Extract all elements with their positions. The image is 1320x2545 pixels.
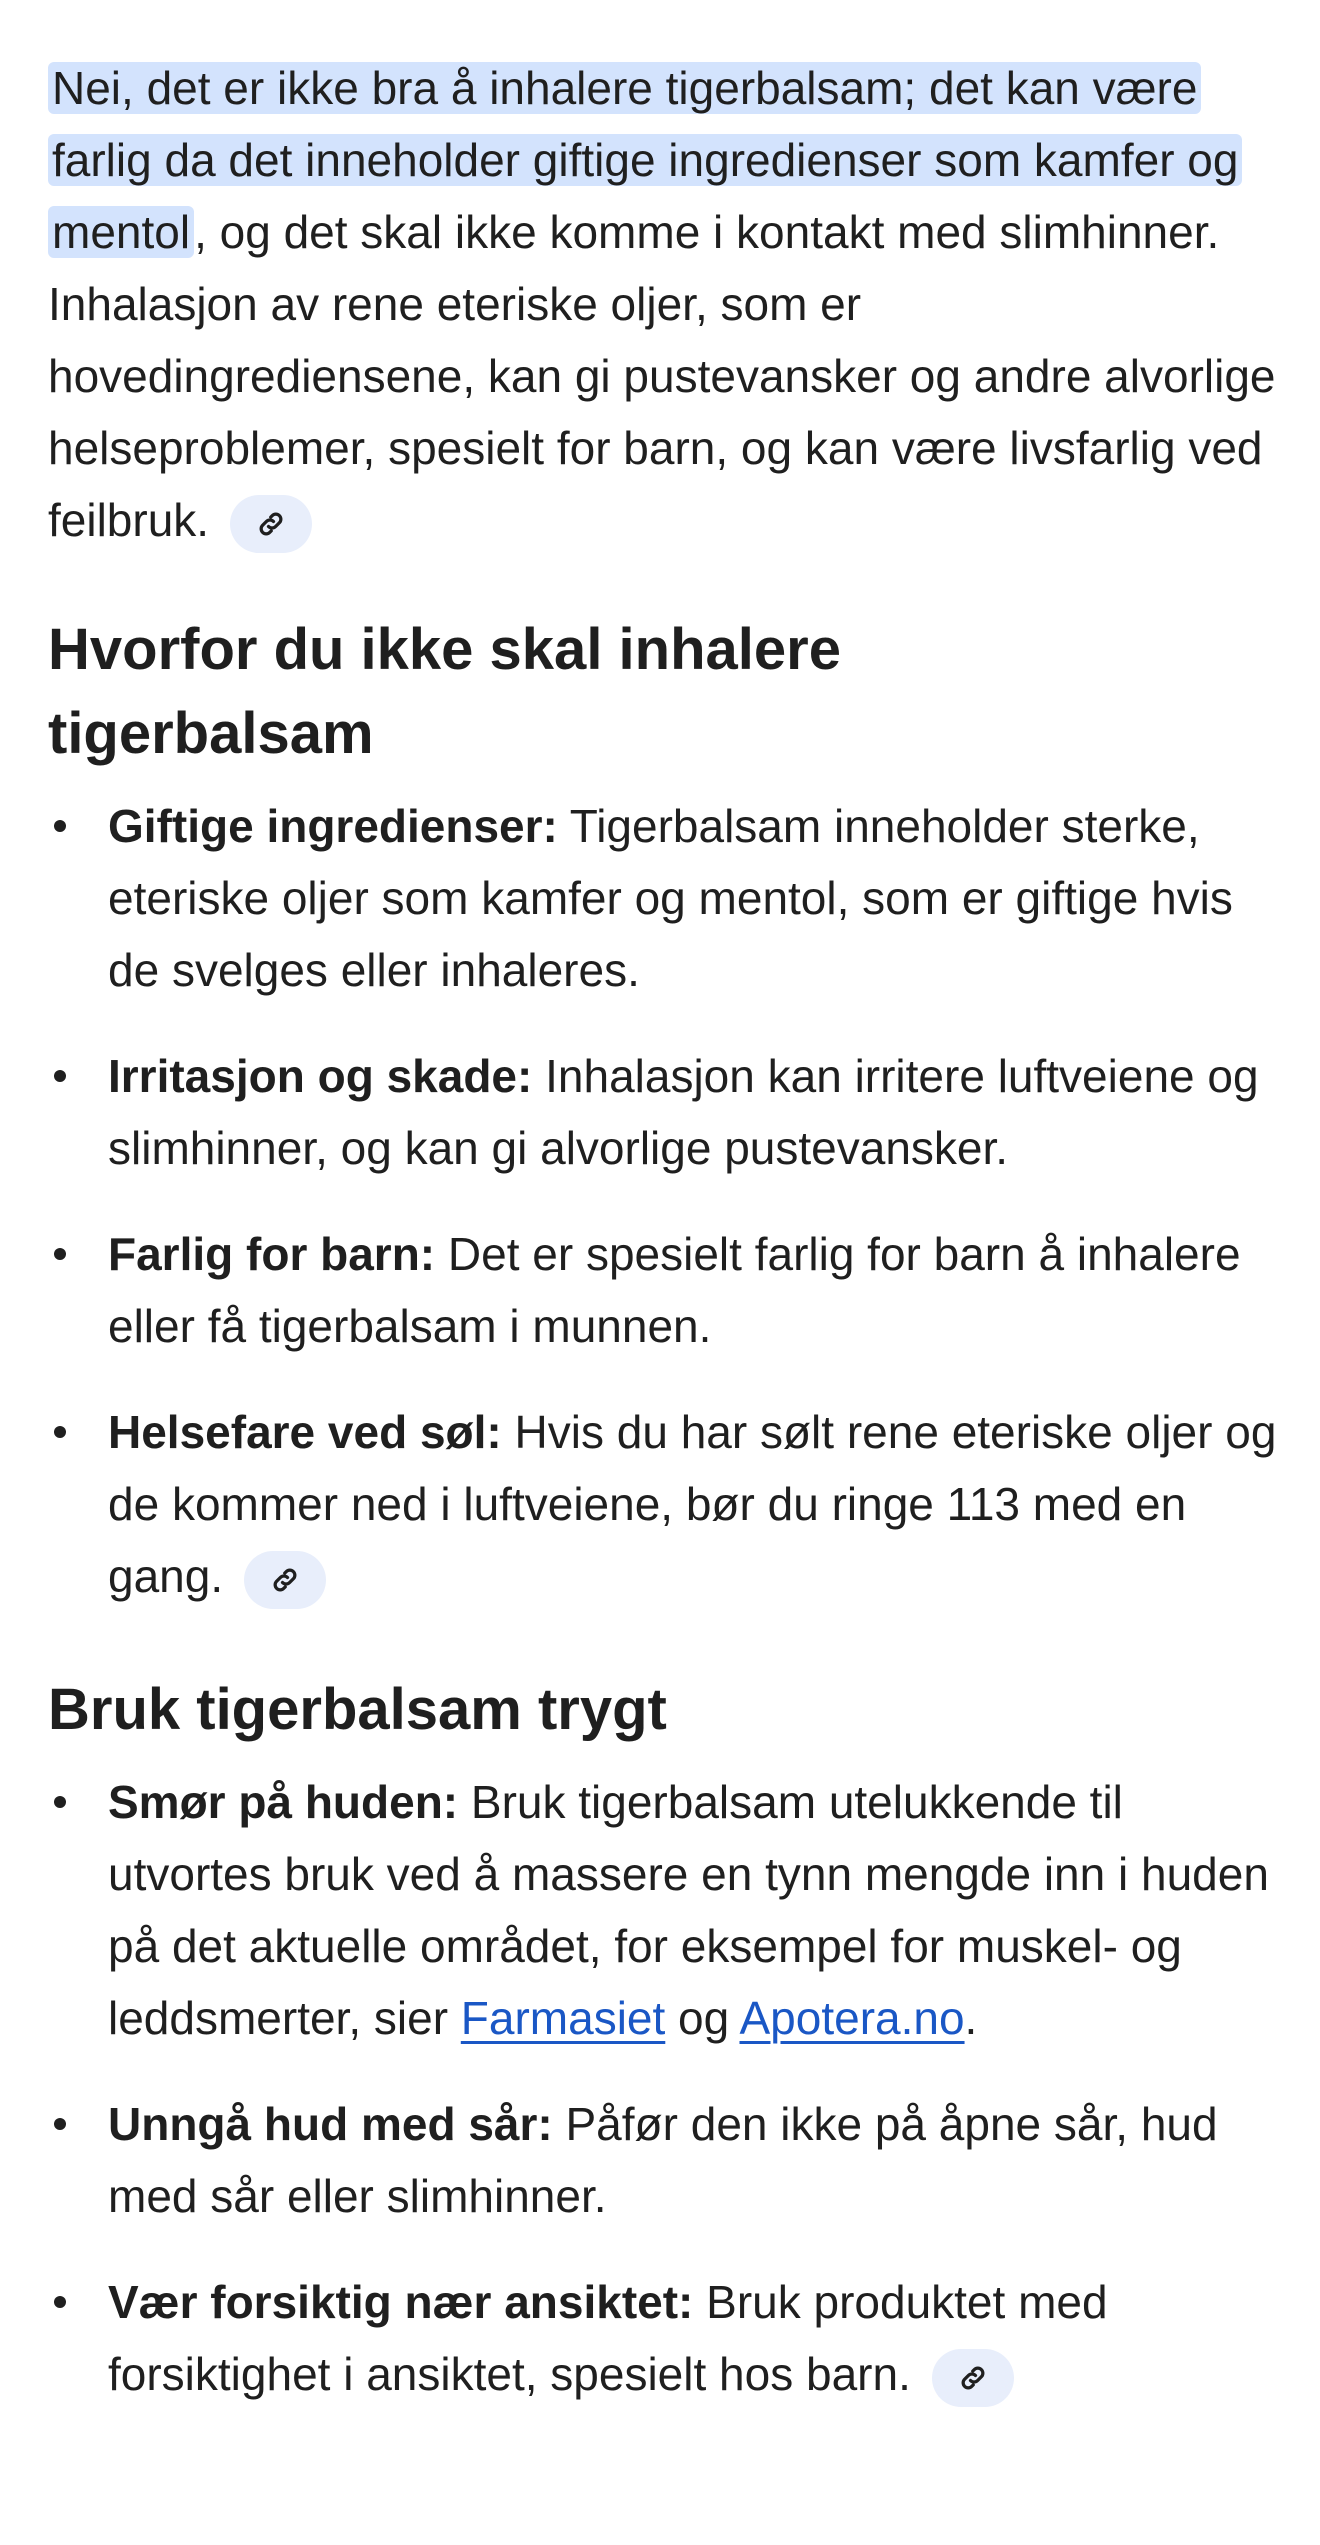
bullet [54,820,66,832]
list-item [48,1396,1278,1612]
item-text: . [964,1992,978,2044]
item-title: Vær forsiktig nær ansiktet: [108,2276,694,2328]
list-item [48,1040,1278,1184]
source-link-chip[interactable] [932,2349,1014,2407]
item-title: Helsefare ved søl: [108,1406,502,1458]
source-link-chip[interactable] [244,1551,326,1609]
safe-list [48,1766,1278,2410]
bullet [54,2296,66,2308]
item-title: Smør på huden: [108,1776,459,1828]
item-text: og [665,1992,740,2044]
item-text: Tigerbalsam inneholder sterke, eteriske oljer som kamfer og mentol, som er giftige hvis de svelges eller inhaleres. [108,800,1233,996]
source-link-chip[interactable] [230,495,312,553]
highlighted-text[interactable]: Nei, det er ikke bra å inhalere tigerbalsam; det kan være farlig da det inneholder giftige ingredienser som kamfer og mentol [48,62,1242,258]
bullet [54,2118,66,2130]
section-heading-safe: Bruk tigerbalsam trygt [48,1677,667,1742]
link-icon [958,2363,988,2393]
why-list [48,790,1278,1612]
item-title: Giftige ingredienser: [108,800,558,852]
intro-text: , og det skal ikke komme i kontakt med slimhinner. Inhalasjon av rene eteriske oljer, som er hovedingrediensene, kan gi pustevansker og andre alvorlige helseproblemer, spesielt for barn, og kan være livsfarlig ved feilbruk. [48,206,1276,546]
farmasiet-link[interactable]: Farmasiet [460,1992,666,2044]
item-text: Bruk tigerbalsam utelukkende til utvortes bruk ved å massere en tynn mengde inn i huden på det aktuelle området, for eksempel for muskel- og leddsmerter, sier [108,1776,1269,2044]
intro-paragraph [48,52,1278,556]
item-title: Farlig for barn: [108,1228,436,1280]
answer-content [48,52,1278,2410]
bullet [54,1426,66,1438]
apotera-link[interactable]: Apotera.no [739,1992,965,2044]
item-text: Inhalasjon kan irritere luftveiene og slimhinner, og kan gi alvorlige pustevansker. [108,1050,1259,1174]
link-icon [270,1565,300,1595]
list-item [48,2088,1278,2232]
item-text: Bruk produktet med forsiktighet i ansiktet, spesielt hos barn. [108,2276,1108,2400]
item-text: Påfør den ikke på åpne sår, hud med sår eller slimhinner. [108,2098,1218,2222]
bullet [54,1248,66,1260]
list-item [48,790,1278,1006]
bullet [54,1070,66,1082]
item-title: Irritasjon og skade: [108,1050,533,1102]
section-heading-why: Hvorfor du ikke skal inhalere tigerbalsam [48,617,841,766]
list-item [48,1218,1278,1362]
list-item [48,1766,1278,2054]
item-title: Unngå hud med sår: [108,2098,553,2150]
list-item [48,2266,1278,2410]
link-icon [256,509,286,539]
bullet [54,1796,66,1808]
item-text: Det er spesielt farlig for barn å inhalere eller få tigerbalsam i munnen. [108,1228,1241,1352]
item-text: Hvis du har sølt rene eteriske oljer og de kommer ned i luftveiene, bør du ringe 113 med en gang. [108,1406,1277,1602]
